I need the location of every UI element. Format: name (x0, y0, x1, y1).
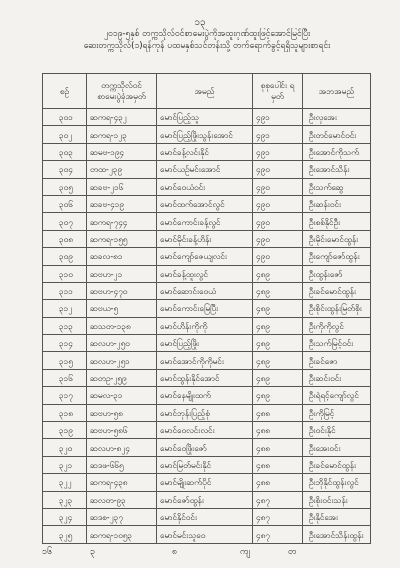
page-number: ၁၃ (194, 17, 206, 28)
cell-total-marks: ၄၈၉ (253, 300, 303, 317)
cell-father-name: ဦးဘိုနိုင်ထွန်းလွင် (303, 474, 371, 491)
cell-exam-roll: ဆလဟ-၂၅၀ (87, 335, 157, 352)
cell-serial: ၃၁၄ (43, 335, 87, 352)
cell-exam-roll: ဆတဥ-၂၅၉ (87, 369, 157, 386)
cell-name: မောင်ပြည့်ဖြိုးသွန်းအောင် (157, 126, 253, 143)
cell-serial: ၃၂၁ (43, 456, 87, 473)
cell-name: မောင်ဆောင်းဝေယံ (157, 282, 253, 299)
table-row (43, 282, 371, 299)
table-row (43, 126, 371, 143)
cell-total-marks: ၄၈၉ (253, 282, 303, 299)
table-row (43, 491, 371, 508)
cell-exam-roll: တထ-၂၃၉ (87, 161, 157, 178)
cell-serial: ၃၀၁ (43, 109, 87, 126)
table-row (43, 422, 371, 439)
cell-father-name: ဦးလှအေး (303, 109, 371, 126)
cell-serial: ၃၁၈ (43, 404, 87, 421)
signature-marks (42, 546, 370, 560)
header-serial: စဉ် (43, 74, 87, 109)
cell-father-name: ဦးဆန်းဝင်း (303, 195, 371, 212)
cell-father-name: ဦးနိုင်အေး (303, 508, 371, 525)
cell-serial: ၃၁၃ (43, 317, 87, 334)
cell-father-name: ဦးကိုကိုလွင် (303, 317, 371, 334)
cell-father-name: ဦးစိုင်းထွန်းမြတ်စိုး (303, 300, 371, 317)
cell-father-name: ဦးအောင်ကိုသက် (303, 143, 371, 160)
cell-serial: ၃၀၇ (43, 213, 87, 230)
cell-exam-roll: ဆဗယ-၅ (87, 300, 157, 317)
cell-serial: ၃၀၉ (43, 248, 87, 265)
table-row (43, 456, 371, 473)
cell-father-name: ဦးထွန်းဇော် (303, 265, 371, 282)
table-row (43, 143, 371, 160)
cell-total-marks: ၄၉၀ (253, 195, 303, 212)
cell-total-marks: ၄၈၉ (253, 387, 303, 404)
cell-total-marks: ၄၈၉ (253, 317, 303, 334)
table-row (43, 352, 371, 369)
cell-serial: ၃၁၀ (43, 265, 87, 282)
cell-exam-roll: ဆဗဟ-၅၈ (87, 404, 157, 421)
cell-exam-roll: ဆလဟ-၂၅၁ (87, 352, 157, 369)
cell-father-name: ဦးအောင်သိန်းထွန်း (303, 526, 371, 543)
cell-exam-roll: ဆခလ-၈၁ (87, 248, 157, 265)
cell-name: မောင်မြတ်မင်းနိုင် (157, 456, 253, 473)
cell-exam-roll: ဆဒစ-၂၃၇ (87, 508, 157, 525)
cell-father-name: ဦးတင်မောင်ဝင်း (303, 126, 371, 143)
cell-total-marks: ၄၉၁ (253, 143, 303, 160)
cell-serial: ၃၂၂ (43, 474, 87, 491)
cell-exam-roll: ဆဒဖ-၆၆၅ (87, 456, 157, 473)
cell-name: မောင်ကျော်ဇေယျလင်း (157, 248, 253, 265)
cell-exam-roll: ဆကရ-၄၃၈ (87, 474, 157, 491)
table-row (43, 317, 371, 334)
cell-total-marks: ၄၈၈ (253, 404, 303, 421)
cell-father-name: ဦးခင်မောင်ထွန်း (303, 456, 371, 473)
results-table (42, 73, 371, 544)
header-name: အမည် (157, 74, 253, 109)
table-row (43, 109, 371, 126)
cell-exam-roll: ဆကရ-၁၀၅၃ (87, 526, 157, 543)
table-row (43, 387, 371, 404)
cell-father-name: ဦးစစ်နိုင်ဦး (303, 213, 371, 230)
cell-total-marks: ၄၉၁ (253, 109, 303, 126)
cell-serial: ၃၀၆ (43, 195, 87, 212)
table-row (43, 230, 371, 247)
cell-exam-roll: ဆကရ-၁၂၃ (87, 126, 157, 143)
table-row (43, 508, 371, 525)
cell-serial: ၃၀၈ (43, 230, 87, 247)
cell-name: မောင်ဝေလင်းလင်း (157, 422, 253, 439)
cell-serial: ၃၀၃ (43, 143, 87, 160)
table-row (43, 300, 371, 317)
cell-total-marks: ၄၉၀ (253, 178, 303, 195)
cell-name: မောင်ဝေယံဝင်း (157, 178, 253, 195)
cell-father-name: ဦးကျော်ဇော်ထွန်း (303, 248, 371, 265)
cell-father-name: ဦးဝင်းနိုင် (303, 422, 371, 439)
table-row (43, 178, 371, 195)
cell-name: မောင်နိုင်ဝင်း (157, 508, 253, 525)
cell-total-marks: ၄၈၈ (253, 456, 303, 473)
cell-total-marks: ၄၈၇ (253, 508, 303, 525)
cell-serial: ၃၁၅ (43, 352, 87, 369)
table-row (43, 439, 371, 456)
cell-father-name: ဦးစိုးဝင်းသန်း (303, 491, 371, 508)
cell-name: မောင်မိုင်းခန့်ဟိန်း (157, 230, 253, 247)
cell-name: မောင်ဟိန်းကိုကို (157, 317, 253, 334)
cell-father-name: ဦးခင်ဇော (303, 352, 371, 369)
cell-exam-roll: ဆကရ-၁၅၅ (87, 230, 157, 247)
cell-total-marks: ၄၉၀ (253, 213, 303, 230)
cell-serial: ၃၂၄ (43, 508, 87, 525)
cell-name: မောင်ခန့်လင်းနိုင် (157, 143, 253, 160)
cell-name: မောင်ကောင်းမြေပြီး (157, 300, 253, 317)
cell-name: မောင်မင်းသူဝေ (157, 526, 253, 543)
cell-name: မောင်ထက်အောင်လွင် (157, 195, 253, 212)
cell-name: မောင်ပြည့်ဖြိုး (157, 335, 253, 352)
cell-serial: ၃၁၆ (43, 369, 87, 386)
cell-serial: ၃၀၂ (43, 126, 87, 143)
cell-name: မောင်မျိုးဆက်ပိုင် (157, 474, 253, 491)
table-row (43, 195, 371, 212)
cell-serial: ၃၁၁ (43, 282, 87, 299)
cell-exam-roll: ဆသတ-၁၃၈ (87, 317, 157, 334)
cell-total-marks: ၄၈၉ (253, 265, 303, 282)
handwritten-mark: ၈ (172, 547, 178, 557)
document-title-line2: ဆေးတက္ကသိုလ်(၁)ရန်ကုန် ပထမနှစ်သင်တန်းသို့ တက်ရောက်ခွင့်ရရှိသူများစာရင်း (83, 41, 331, 51)
handwritten-mark: ၃ (90, 547, 96, 557)
cell-exam-roll: ဆကရ-၇၄၄ (87, 213, 157, 230)
cell-father-name: ဦးအေးဝင်း (303, 439, 371, 456)
cell-father-name: ဦးအောင်သိန်း (303, 161, 371, 178)
cell-exam-roll: ဆလဟ-၈၂၄ (87, 439, 157, 456)
cell-exam-roll: ဆလတ-၉၃ (87, 491, 157, 508)
cell-father-name: ဦးသက်မြင့်ဝင်း (303, 335, 371, 352)
cell-serial: ၃၁၉ (43, 422, 87, 439)
cell-serial: ၃၁၇ (43, 387, 87, 404)
cell-total-marks: ၄၉၁ (253, 126, 303, 143)
cell-total-marks: ၄၈၈ (253, 474, 303, 491)
cell-serial: ၃၂၀ (43, 439, 87, 456)
cell-total-marks: ၄၈၈ (253, 439, 303, 456)
header-father-name: အဘအမည် (303, 74, 371, 109)
table-row (43, 248, 371, 265)
cell-name: မောင်အောင်ကိုကိုမင်း (157, 352, 253, 369)
table-row (43, 474, 371, 491)
cell-serial: ၃၂၃ (43, 491, 87, 508)
cell-exam-roll: ဆခဗ-၂၁၆ (87, 178, 157, 195)
cell-exam-roll: ဆခဗ-၄၁၉ (87, 195, 157, 212)
cell-name: မောင်နေမျိုးထက် (157, 387, 253, 404)
cell-total-marks: ၄၈၇ (253, 526, 303, 543)
table-row (43, 526, 371, 543)
cell-father-name: ဦးခင်မောင်ထွန်း (303, 282, 371, 299)
cell-exam-roll: ဆဗဟ-၄၇၀ (87, 282, 157, 299)
cell-total-marks: ၄၉၀ (253, 248, 303, 265)
cell-name: မောင်ယဉ်မင်းအောင် (157, 161, 253, 178)
cell-exam-roll: ဆဗဟ-၅၈၆ (87, 422, 157, 439)
table-row (43, 213, 371, 230)
handwritten-mark: တ (288, 547, 297, 557)
cell-total-marks: ၄၈၉ (253, 369, 303, 386)
cell-father-name: ဦးရဲရင့်ကျော်လွင် (303, 387, 371, 404)
handwritten-mark: ကျ (240, 547, 251, 557)
cell-father-name: ဦးသက်ဆွေ (303, 178, 371, 195)
table-row (43, 335, 371, 352)
cell-name: မောင်ပြည့်သူ (157, 109, 253, 126)
cell-total-marks: ၄၈၉ (253, 335, 303, 352)
table-row (43, 369, 371, 386)
cell-exam-roll: ဆမလ-၃၁ (87, 387, 157, 404)
cell-total-marks: ၄၉၀ (253, 230, 303, 247)
cell-name: မောင်ထွန်းနိုင်အောင် (157, 369, 253, 386)
cell-exam-roll: ဆကရ-၄၃၂ (87, 109, 157, 126)
cell-total-marks: ၄၉၀ (253, 161, 303, 178)
table-row (43, 265, 371, 282)
cell-name: မောင်ဘုန်းပြည့်စုံ (157, 404, 253, 421)
cell-exam-roll: ဆဗဟ-၂၁ (87, 265, 157, 282)
table-row (43, 404, 371, 421)
table-row (43, 161, 371, 178)
cell-father-name: ဦးဆင်းဝင်း (303, 369, 371, 386)
cell-name: မောင်ခန့်ထူးလွင် (157, 265, 253, 282)
cell-father-name: ဦးကိုမြင့် (303, 404, 371, 421)
cell-name: မောင်ဝေဖြိုးဇော် (157, 439, 253, 456)
header-total-marks: စုစုပေါင်း ရမှတ် (253, 74, 303, 109)
cell-exam-roll: ဆမဗ-၁၉၄ (87, 143, 157, 160)
cell-serial: ၃၂၅ (43, 526, 87, 543)
header-exam-roll: တက္ကသိုလ်ဝင် စာမေးပွဲခုံအမှတ် (87, 74, 157, 109)
cell-name: မောင်ကောင်းခန့်လွင် (157, 213, 253, 230)
cell-name: မောင်ဇော်ထွန်း (157, 491, 253, 508)
cell-total-marks: ၄၈၈ (253, 422, 303, 439)
cell-serial: ၃၀၅ (43, 178, 87, 195)
table-header-row (43, 74, 371, 109)
cell-father-name: ဦးမိုင်းမောင်ထွန်း (303, 230, 371, 247)
cell-serial: ၃၀၄ (43, 161, 87, 178)
document-title-line1: ၂၀၁၉-၅နှစ် တက္ကသိုလ်ဝင်စာမေးပွဲကိုအထူးဂုဏ်ထူးဖြင့်အောင်မြင်ပြီး (103, 29, 311, 39)
cell-total-marks: ၄၈၉ (253, 352, 303, 369)
table-body (43, 109, 371, 544)
cell-total-marks: ၄၈၇ (253, 491, 303, 508)
cell-serial: ၃၁၂ (43, 300, 87, 317)
handwritten-mark: ၁၆ (42, 547, 53, 557)
